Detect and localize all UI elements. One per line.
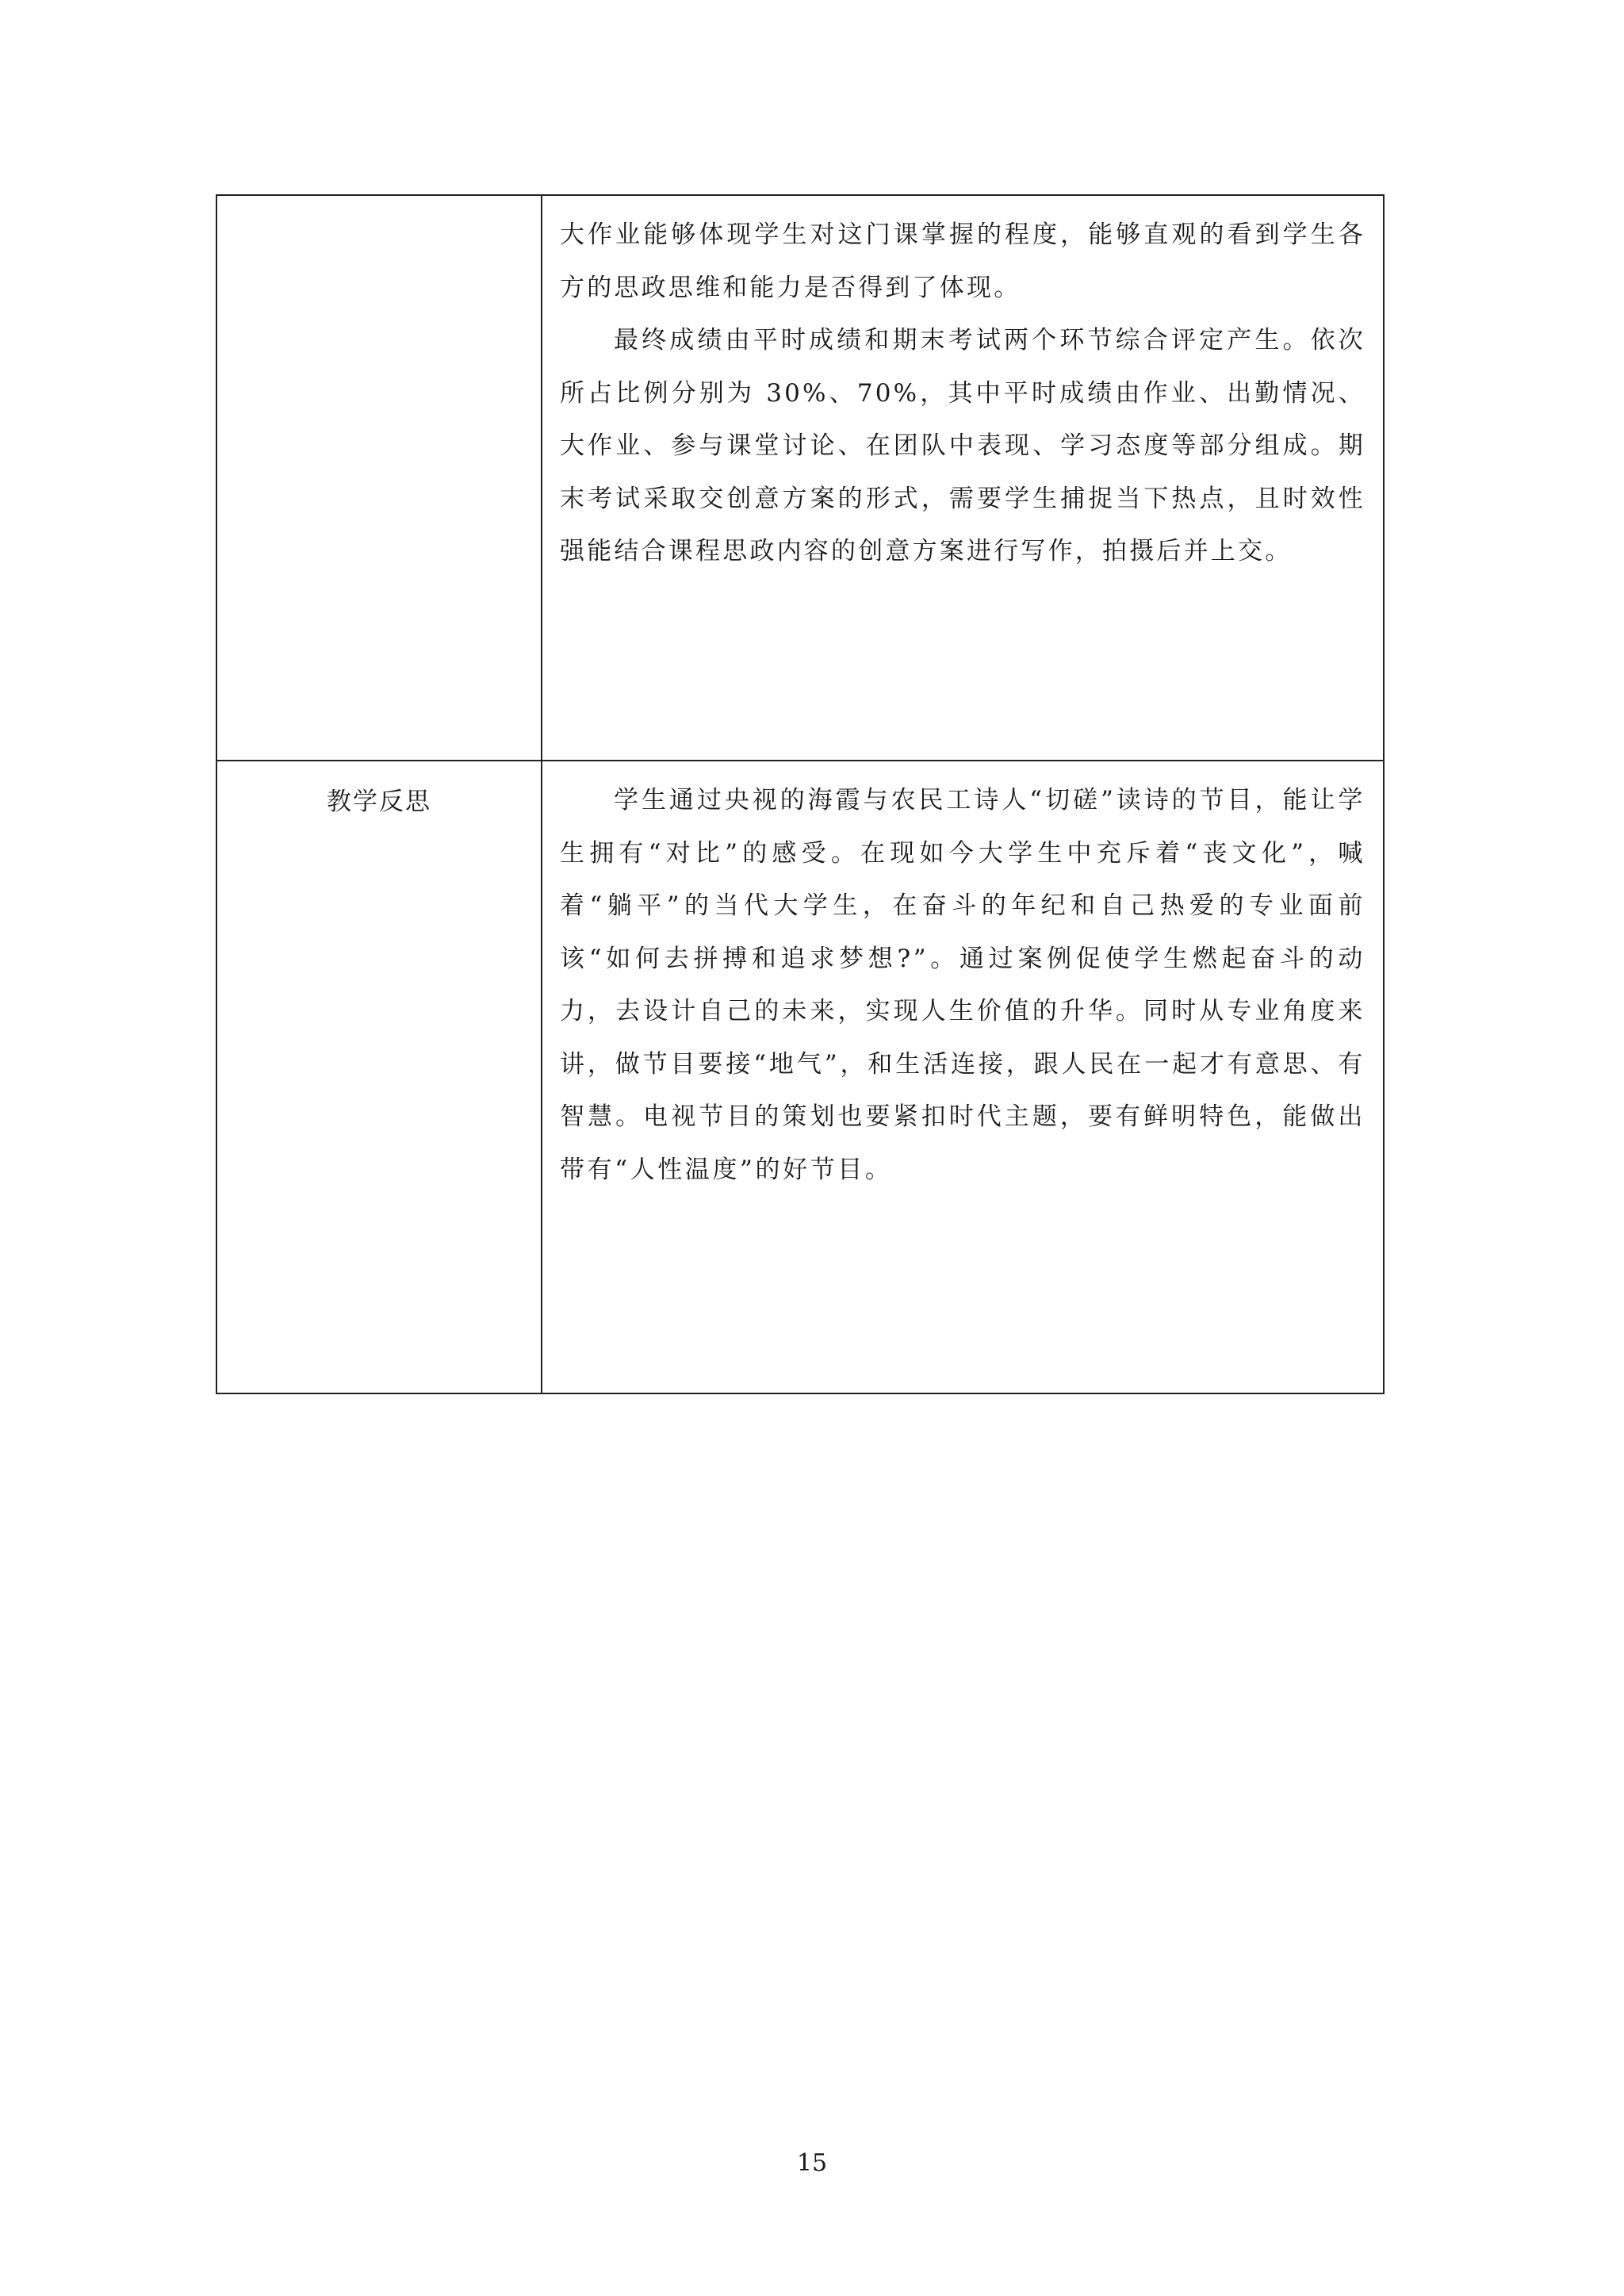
table-row	[216, 195, 1384, 761]
row-content-cell	[542, 195, 1384, 761]
content-table	[216, 194, 1385, 1394]
paragraph-grading: 最终成绩由平时成绩和期末考试两个环节综合评定产生。依次所占比例分别为 30%、70%，其中平时成绩由作业、出勤情况、大作业、参与课堂讨论、在团队中表现、学习态度等部分组成。期末考试采取交创意方案的形式，需要学生捕捉当下热点，且时效性强能结合课程思政内容的创意方案进行写作，拍摄后并上交。	[560, 326, 1365, 565]
row-label-teaching-reflection: 教学反思	[216, 761, 542, 1393]
page-number: 15	[796, 2149, 828, 2177]
paragraph-reflection: 学生通过央视的海霞与农民工诗人“切磋”读诗的节目，能让学生拥有“对比”的感受。在现如今大学生中充斥着“丧文化”，喊着“躺平”的当代大学生，在奋斗的年纪和自己热爱的专业面前该“如何去拼搏和追求梦想?”。通过案例促使学生燃起奋斗的动力，去设计自己的未来，实现人生价值的升华。同时从专业角度来讲，做节目要接“地气”，和生活连接，跟人民在一起才有意思、有智慧。电视节目的策划也要紧扣时代主题，要有鲜明特色，能做出带有“人性温度”的好节目。	[560, 786, 1365, 1184]
row-content-cell	[542, 761, 1384, 1393]
row-label-cell	[216, 195, 542, 761]
paragraph-assignment: 大作业能够体现学生对这门课掌握的程度，能够直观的看到学生各方的思政思维和能力是否得到了体现。	[560, 220, 1365, 302]
table-row	[216, 761, 1384, 1393]
